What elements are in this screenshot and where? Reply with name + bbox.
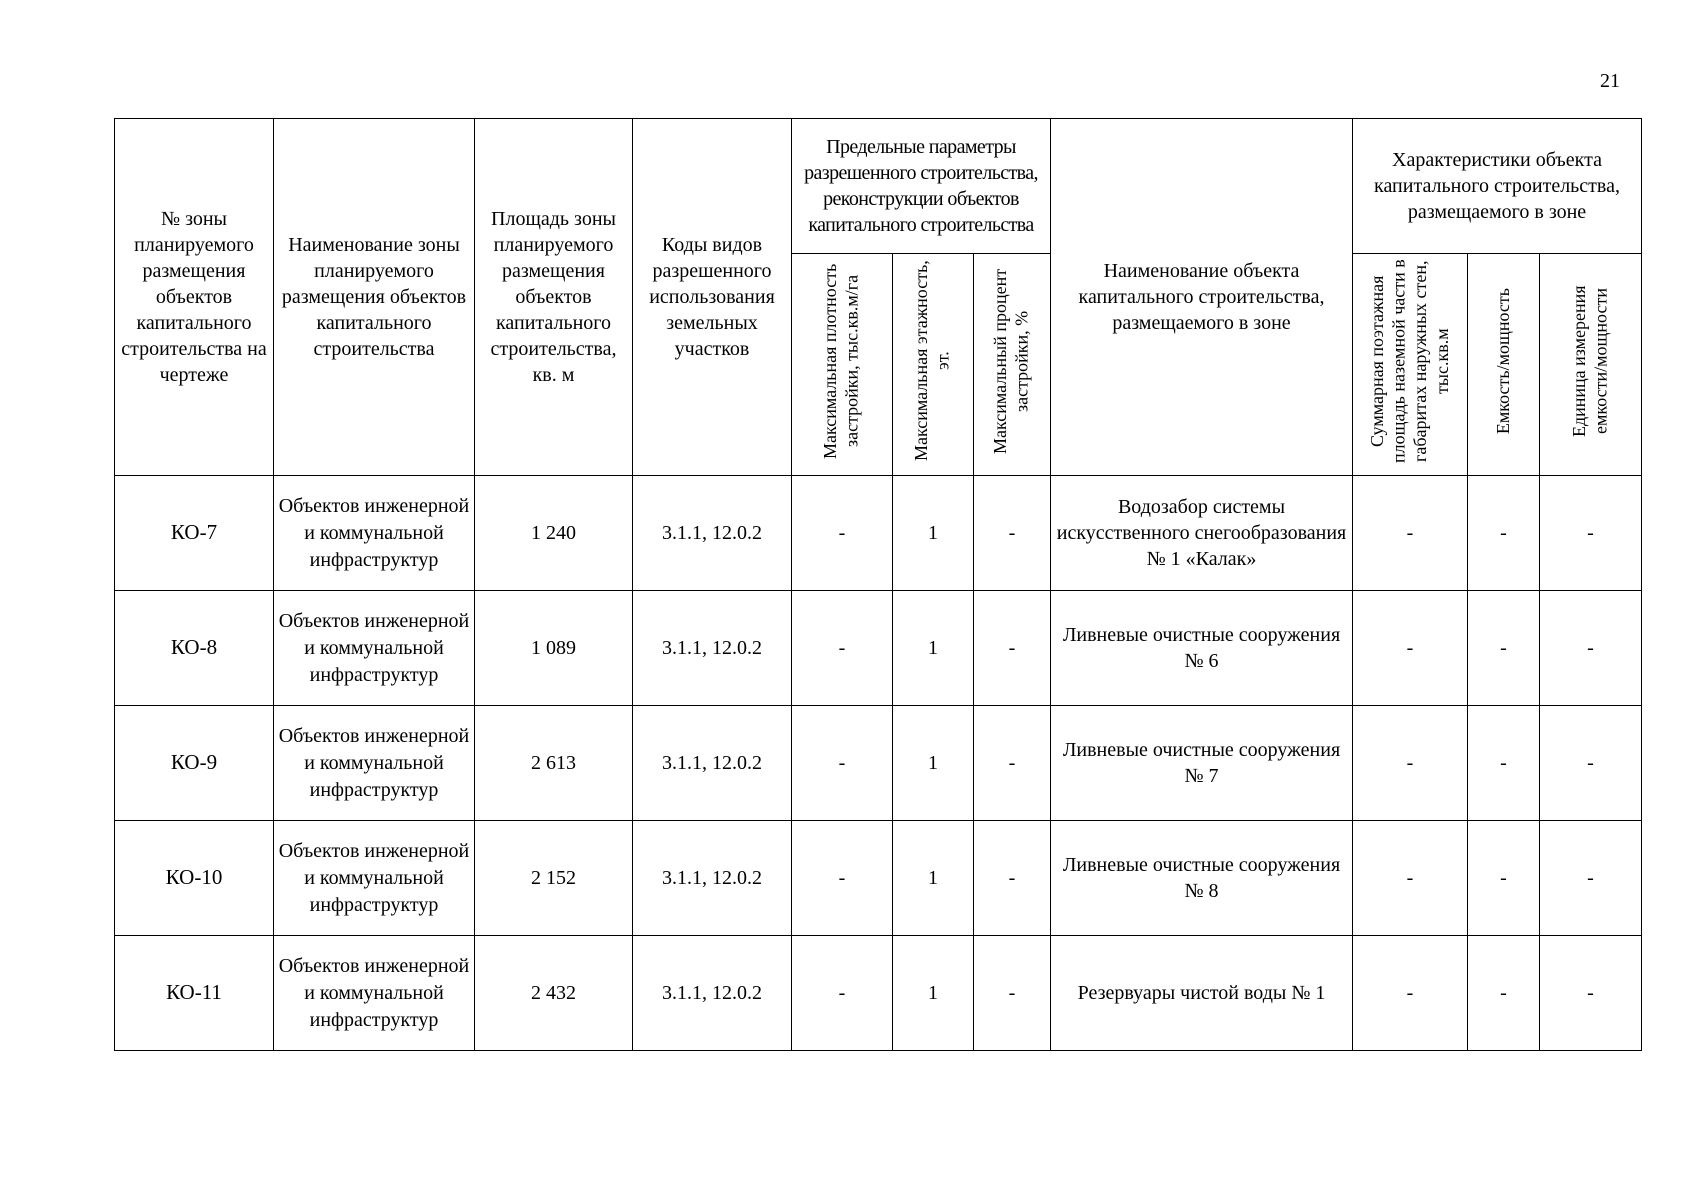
header-max-coverage-label: Максимальный процент застройки, %	[990, 268, 1032, 454]
cell-codes: 3.1.1, 12.0.2	[633, 591, 792, 706]
table-row	[115, 821, 1642, 936]
header-max-floors-label: Максимальная этажность, эт.	[911, 260, 953, 462]
cell-coverage: -	[974, 476, 1051, 591]
cell-floor-area: -	[1353, 591, 1468, 706]
cell-zone-category: Объектов инженерной и коммунальной инфраструктур	[274, 821, 475, 936]
cell-floors: 1	[893, 591, 974, 706]
cell-capacity: -	[1468, 476, 1540, 591]
header-zone-area: Площадь зоны планируемого размещения объектов капитального строительства, кв. м	[475, 119, 633, 476]
cell-coverage: -	[974, 706, 1051, 821]
cell-zone-id: КО-8	[115, 591, 274, 706]
cell-capacity-unit: -	[1540, 591, 1642, 706]
cell-zone-category: Объектов инженерной и коммунальной инфраструктур	[274, 476, 475, 591]
header-object-name: Наименование объекта капитального строительства, размещаемого в зоне	[1051, 119, 1353, 476]
cell-capacity-unit: -	[1540, 936, 1642, 1051]
header-object-characteristics: Характеристики объекта капитального строительства, размещаемого в зоне	[1353, 119, 1642, 254]
cell-zone-id: КО-9	[115, 706, 274, 821]
table-row	[115, 591, 1642, 706]
cell-capacity-unit: -	[1540, 821, 1642, 936]
table-row	[115, 476, 1642, 591]
cell-density: -	[792, 936, 893, 1051]
cell-object: Водозабор системы искусственного снегообразования № 1 «Калак»	[1051, 476, 1353, 591]
cell-density: -	[792, 476, 893, 591]
header-max-density	[792, 254, 893, 476]
cell-object: Ливневые очистные сооружения № 8	[1051, 821, 1353, 936]
cell-zone-category: Объектов инженерной и коммунальной инфраструктур	[274, 706, 475, 821]
header-capacity-label: Емкость/мощность	[1492, 287, 1513, 435]
header-use-codes: Коды видов разрешенного использования земельных участков	[633, 119, 792, 476]
cell-area: 2 152	[475, 821, 633, 936]
cell-area: 2 613	[475, 706, 633, 821]
cell-codes: 3.1.1, 12.0.2	[633, 476, 792, 591]
header-total-floor-area-label: Суммарная поэтажная площадь наземной части в габаритах наружных стен, тыс.кв.м	[1366, 259, 1452, 463]
cell-area: 2 432	[475, 936, 633, 1051]
cell-zone-id: КО-10	[115, 821, 274, 936]
cell-zone-id: КО-7	[115, 476, 274, 591]
cell-floors: 1	[893, 476, 974, 591]
cell-codes: 3.1.1, 12.0.2	[633, 821, 792, 936]
header-max-density-label: Максимальная плотность застройки, тыс.кв.м/га	[820, 263, 862, 459]
cell-capacity-unit: -	[1540, 476, 1642, 591]
cell-floors: 1	[893, 706, 974, 821]
cell-coverage: -	[974, 821, 1051, 936]
cell-area: 1 089	[475, 591, 633, 706]
cell-floor-area: -	[1353, 476, 1468, 591]
table-row	[115, 936, 1642, 1051]
header-capacity-unit-label: Единица измерения емкости/мощности	[1568, 285, 1611, 437]
header-capacity-unit	[1540, 254, 1642, 476]
cell-zone-id: КО-11	[115, 936, 274, 1051]
cell-density: -	[792, 706, 893, 821]
cell-capacity: -	[1468, 591, 1540, 706]
cell-capacity-unit: -	[1540, 706, 1642, 821]
cell-codes: 3.1.1, 12.0.2	[633, 936, 792, 1051]
cell-density: -	[792, 821, 893, 936]
cell-object: Резервуары чистой воды № 1	[1051, 936, 1353, 1051]
cell-object: Ливневые очистные сооружения № 6	[1051, 591, 1353, 706]
cell-capacity: -	[1468, 936, 1540, 1051]
cell-zone-category: Объектов инженерной и коммунальной инфраструктур	[274, 936, 475, 1051]
cell-floor-area: -	[1353, 821, 1468, 936]
header-limit-parameters: Предельные параметры разрешенного строительства, реконструкции объектов капитального строительства	[792, 119, 1051, 254]
cell-floor-area: -	[1353, 706, 1468, 821]
header-zone-name: Наименование зоны планируемого размещения объектов капитального строительства	[274, 119, 475, 476]
page-number: 21	[1600, 70, 1620, 92]
cell-coverage: -	[974, 936, 1051, 1051]
header-max-floors	[893, 254, 974, 476]
cell-floors: 1	[893, 821, 974, 936]
cell-object: Ливневые очистные сооружения № 7	[1051, 706, 1353, 821]
cell-zone-category: Объектов инженерной и коммунальной инфраструктур	[274, 591, 475, 706]
table-row	[115, 706, 1642, 821]
cell-capacity: -	[1468, 821, 1540, 936]
cell-floors: 1	[893, 936, 974, 1051]
zones-table	[114, 118, 1642, 1051]
cell-floor-area: -	[1353, 936, 1468, 1051]
header-zone-number: № зоны планируемого размещения объектов капитального строительства на чертеже	[115, 119, 274, 476]
header-capacity	[1468, 254, 1540, 476]
cell-coverage: -	[974, 591, 1051, 706]
cell-codes: 3.1.1, 12.0.2	[633, 706, 792, 821]
cell-area: 1 240	[475, 476, 633, 591]
header-total-floor-area	[1353, 254, 1468, 476]
header-max-coverage	[974, 254, 1051, 476]
cell-density: -	[792, 591, 893, 706]
cell-capacity: -	[1468, 706, 1540, 821]
